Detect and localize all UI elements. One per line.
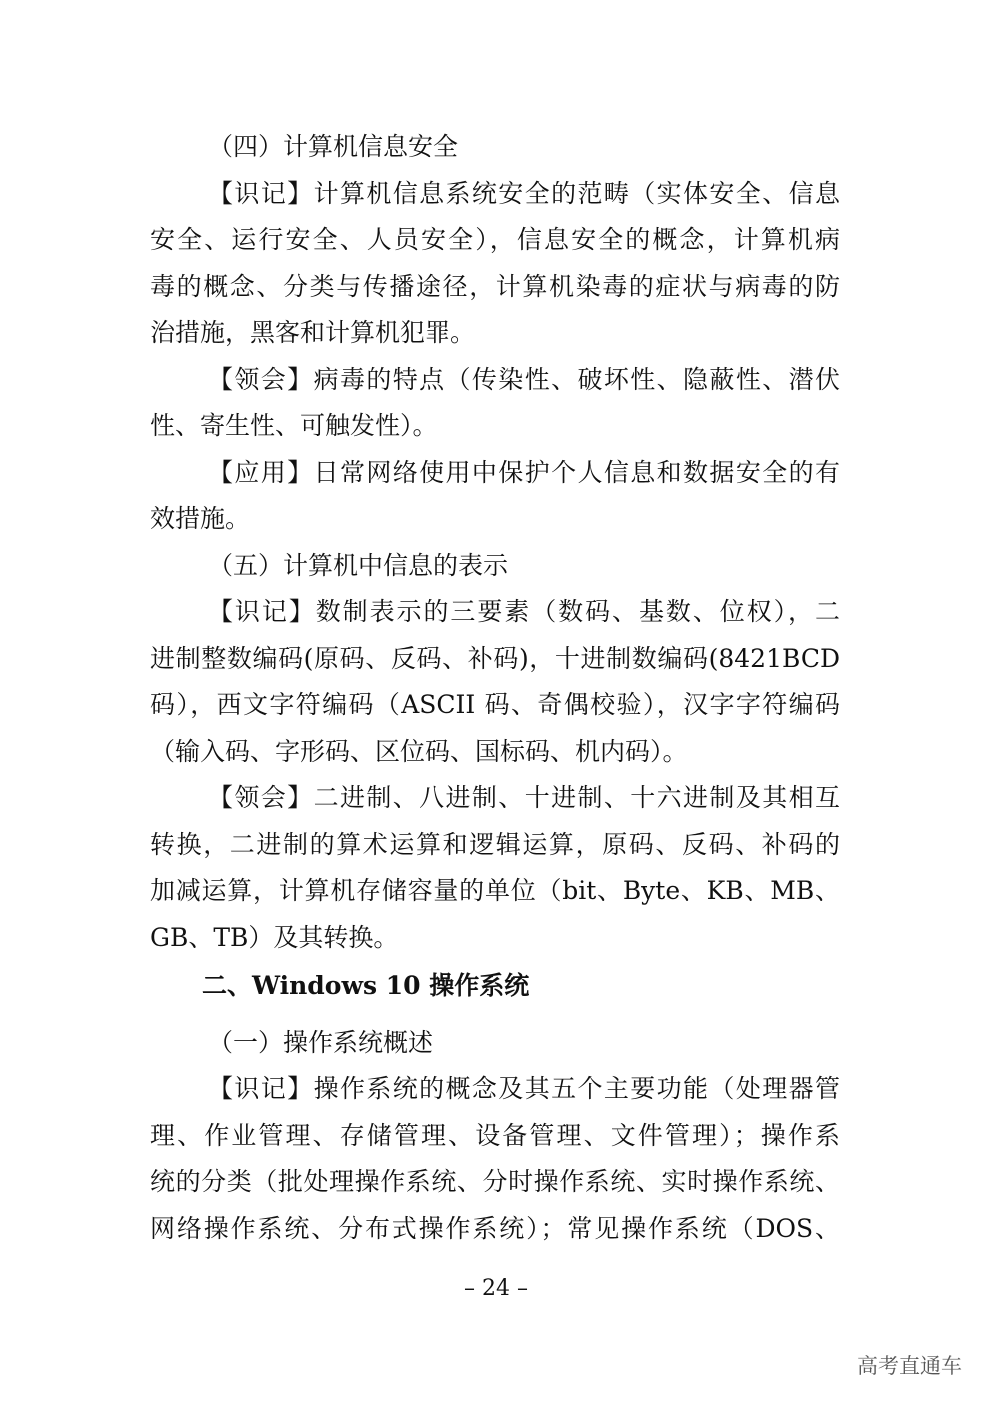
section-heading-os-overview: （一）操作系统概述 xyxy=(208,1027,434,1057)
page-number: – 24 – xyxy=(464,1276,528,1301)
paragraph-line: （输入码、字形码、区位码、国标码、机内码）。 xyxy=(150,736,688,766)
document-body xyxy=(150,124,840,1252)
paragraph-line: 效措施。 xyxy=(150,504,251,533)
paragraph-line: 毒的概念、分类与传播途径，计算机染毒的症状与病毒的防 xyxy=(150,271,840,301)
paragraph-line: 安全、运行安全、人员安全），信息安全的概念，计算机病 xyxy=(150,225,840,254)
paragraph-line: 加减运算，计算机存储容量的单位（bit、Byte、KB、MB、 xyxy=(150,876,840,905)
paragraph-line: 治措施，黑客和计算机犯罪。 xyxy=(150,318,476,347)
paragraph-line: 进制整数编码(原码、反码、补码)，十进制数编码(8421BCD xyxy=(150,643,840,673)
section-heading-information-security: （四）计算机信息安全 xyxy=(208,132,459,161)
paragraph-line: 【领会】二进制、八进制、十进制、十六进制及其相互 xyxy=(208,783,840,812)
paragraph-line: 理、作业管理、存储管理、设备管理、文件管理）；操作系 xyxy=(150,1120,840,1150)
paragraph-line: 【识记】计算机信息系统安全的范畴（实体安全、信息 xyxy=(208,178,840,208)
paragraph-line: 【识记】操作系统的概念及其五个主要功能（处理器管 xyxy=(208,1074,840,1103)
section-heading-information-representation: （五）计算机中信息的表示 xyxy=(208,550,509,580)
paragraph-line: 码），西文字符编码（ASCII 码、奇偶校验），汉字字符编码 xyxy=(150,690,840,719)
paragraph-line: 统的分类（批处理操作系统、分时操作系统、实时操作系统、 xyxy=(150,1167,840,1196)
paragraph-line: GB、TB）及其转换。 xyxy=(150,922,399,952)
paragraph-line: 【识记】数制表示的三要素（数码、基数、位权），二 xyxy=(208,597,840,626)
chapter-title: 二、Windows 10 操作系统 xyxy=(202,971,530,1000)
paragraph-line: 网络操作系统、分布式操作系统）；常见操作系统（DOS、 xyxy=(150,1213,840,1243)
paragraph-line: 【领会】病毒的特点（传染性、破坏性、隐蔽性、潜伏 xyxy=(208,364,840,394)
paragraph-line: 【应用】日常网络使用中保护个人信息和数据安全的有 xyxy=(208,457,840,487)
paragraph-line: 转换，二进制的算术运算和逻辑运算，原码、反码、补码的 xyxy=(150,829,840,859)
paragraph-line: 性、寄生性、可触发性）。 xyxy=(150,411,438,440)
watermark: 高考直通车 xyxy=(857,1354,962,1378)
